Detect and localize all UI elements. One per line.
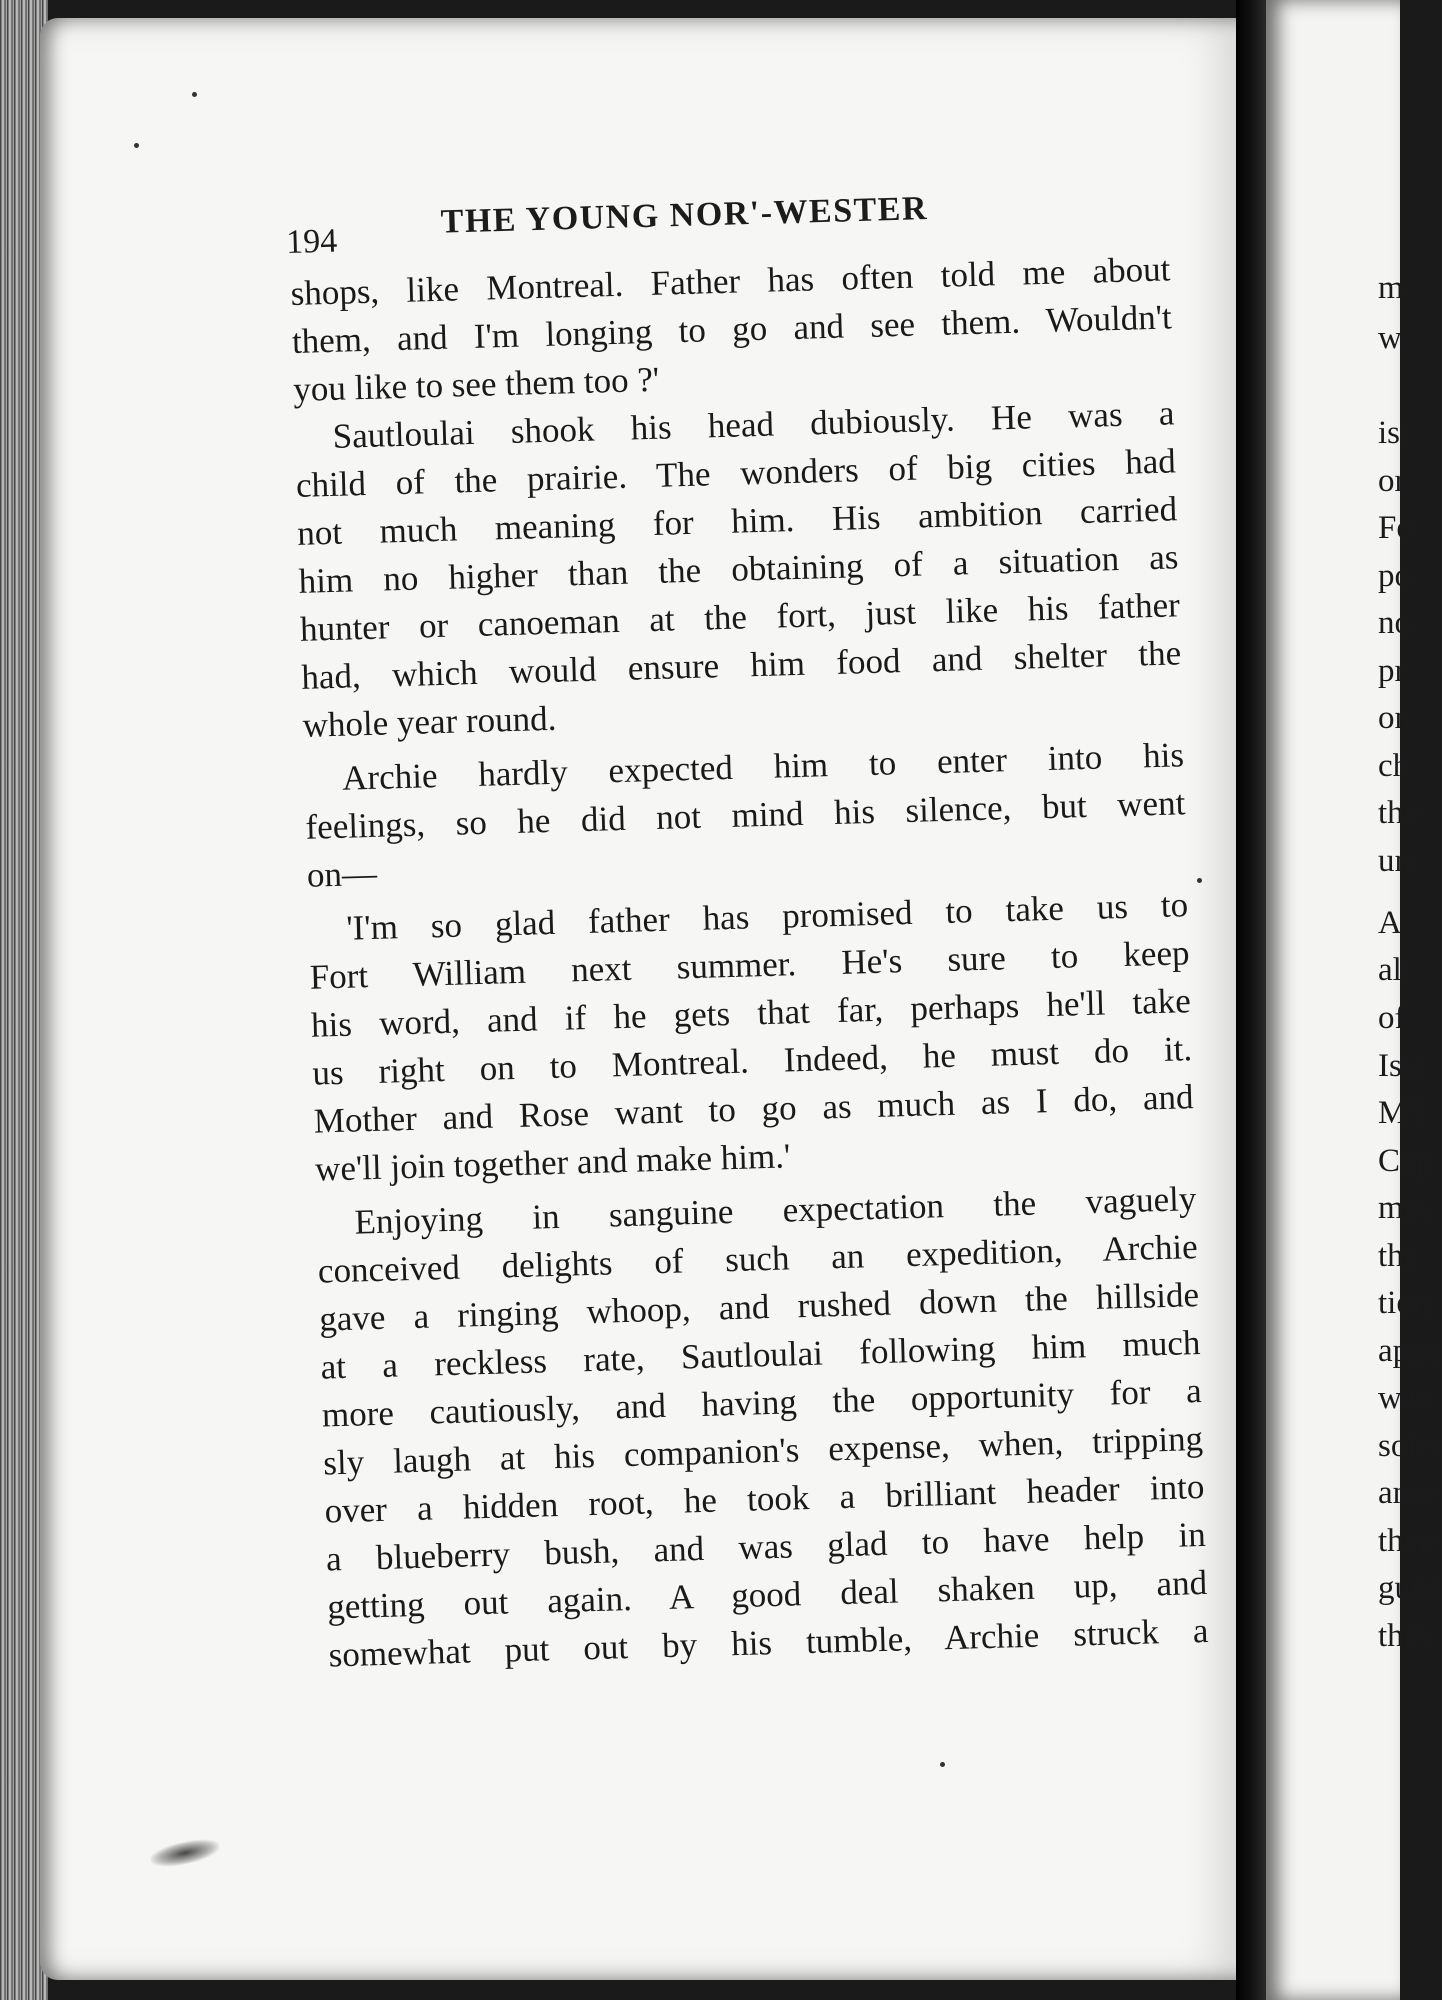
text-line: had, which would ensure him food and shelter the [300,633,1182,697]
text-line: not much meaning for him. His ambition carried [296,489,1178,553]
right-page-fragment: Cop [1378,1143,1434,1179]
right-page-fragment: the [1378,1238,1419,1274]
text-line: shops, like Montreal. Father has often told me about [290,249,1171,313]
text-line: Enjoying in sanguine expectation the vaguely [354,1179,1197,1242]
text-line: Archie hardly expected him to enter into his [341,735,1185,798]
speck [134,143,139,148]
right-page-fragment: on [1378,700,1411,736]
right-page-fragment: guns [1378,1570,1441,1606]
text-line: Sautloulai shook his head dubiously. He was a [332,393,1175,456]
right-page-fragment: their [1378,1523,1439,1559]
right-page-fragment: tion [1378,1285,1430,1321]
text-line: we'll join together and make him.' [314,1136,791,1189]
right-page-fragment: was [1378,1380,1430,1416]
right-page-fragment: M'I [1378,1095,1425,1131]
text-line: getting out again. A good deal shaken up, and [326,1562,1208,1627]
right-page-fragment: w [1378,320,1402,356]
text-line: conceived delights of such an expedition, Archie [317,1227,1199,1291]
text-line: feelings, so he did not mind his silence, but went [305,783,1186,847]
speck [940,1762,945,1767]
text-line: at a reckless rate, Sautloulai following him much [320,1323,1201,1387]
right-page-fragment: no [1378,605,1411,641]
text-line: hunter or canoeman at the fort, just like his father [299,585,1181,649]
text-line: Mother and Rose want to go as much as I do, and [313,1077,1194,1141]
text-line: child of the prairie. The wonders of big cities had [295,441,1177,505]
text-line: more cautiously, and having the opportunity for a [321,1370,1203,1435]
right-page-fragment: A [1378,905,1402,941]
text-line: them, and I'm longing to go and see them. Wouldn't [291,297,1173,361]
text-line: on— [306,853,378,895]
body-text [290,245,1209,1679]
text-line: you like to see them too ?' [292,359,660,409]
right-page-fragment: ch [1378,748,1410,784]
text-line: somewhat put out by his tumble, Archie struck a [328,1610,1209,1675]
text-line: him no higher than the obtaining of a situation as [298,537,1179,601]
right-page-fragment: all [1378,952,1411,988]
page-number: 194 [285,222,338,261]
right-page-fragment: isl [1378,415,1410,451]
text-line: whole year round. [302,698,557,745]
speck [192,92,197,97]
text-line: sly laugh at his companion's expense, when, tripping [322,1418,1204,1483]
text-line: Fort William next summer. He's sure to keep [309,933,1190,997]
right-page-fragment: they [1378,1618,1435,1654]
right-page-fragment: soler [1378,1428,1442,1464]
right-page-fragment: po [1378,558,1411,594]
right-page-fragment: of [1378,1000,1406,1036]
right-page-fragment: Isla [1378,1048,1426,1084]
running-title: THE YOUNG NOR'-WESTER [440,190,929,241]
text-line: 'I'm so glad father has promised to take us to [345,885,1189,948]
right-page-fragment: ance [1378,1475,1439,1511]
right-page-fragment: appe [1378,1333,1441,1369]
text-line: his word, and if he gets that far, perhaps he'll take [310,981,1192,1045]
right-page-fragment: the [1378,795,1419,831]
right-page-fragment: pr [1378,653,1406,689]
text-line: gave a ringing whoop, and rushed down the hillside [318,1275,1200,1339]
right-page-fragment: or [1378,463,1406,499]
right-page-fragment: Fo [1378,510,1413,546]
right-page-fragment: unt [1378,843,1421,879]
text-line: over a hidden root, he took a brilliant header into [324,1466,1205,1531]
speck [1197,878,1202,883]
text-line: a blueberry bush, and was glad to have help in [325,1514,1207,1579]
right-page-fragment: m [1378,270,1404,306]
text-line: us right on to Montreal. Indeed, he must do it. [311,1029,1193,1093]
right-page-fragment: mes [1378,1190,1432,1226]
